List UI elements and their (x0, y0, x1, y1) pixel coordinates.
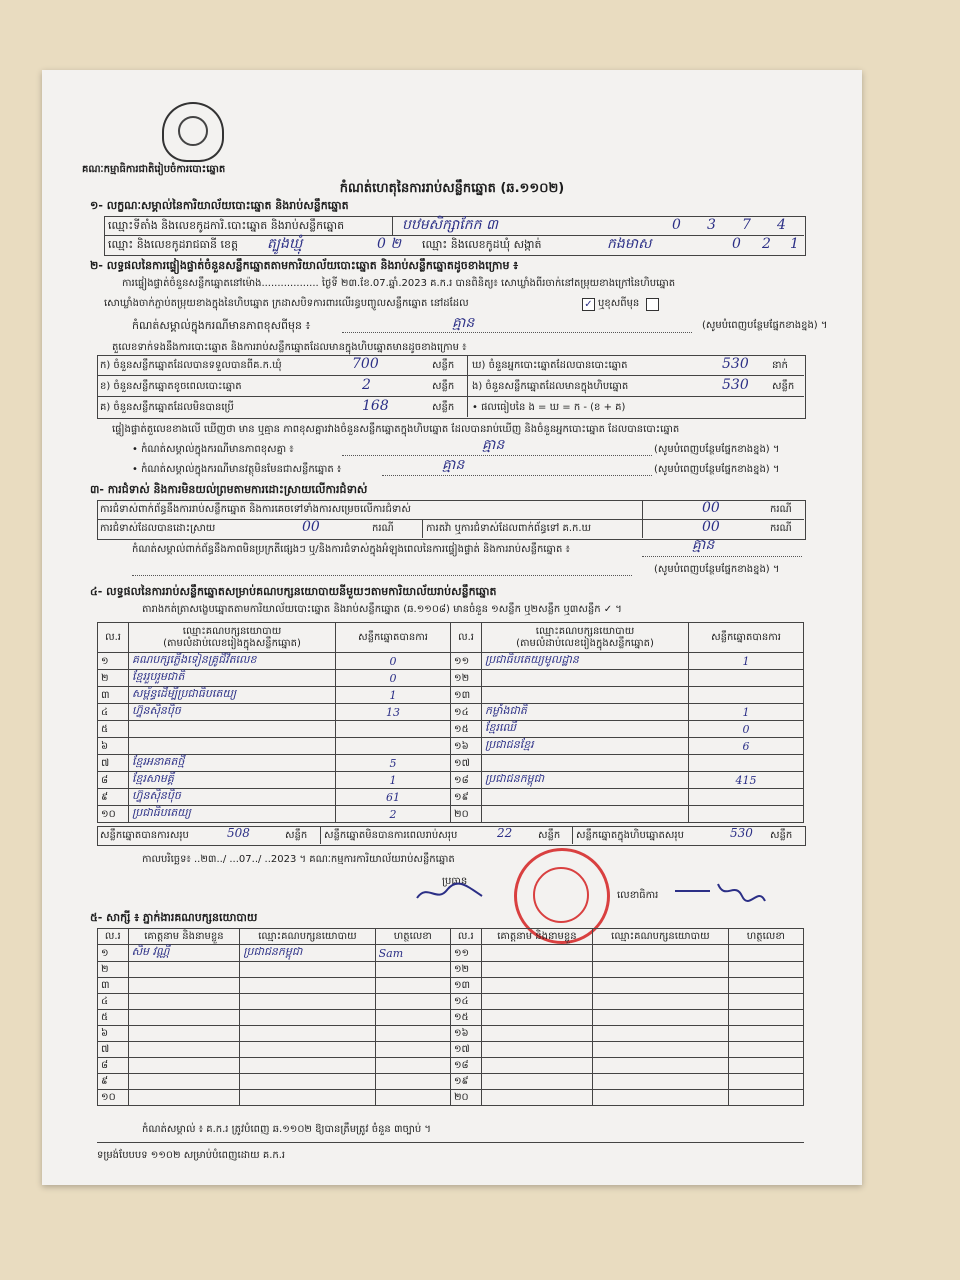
col-votes-right: សន្លឹកឆ្នោតបានការ (689, 623, 804, 653)
row-no: ៧ (98, 1042, 129, 1058)
witness-col-name: គោត្តនាម និងនាមខ្លួន (128, 929, 240, 945)
compare-line: ផ្ទៀងផ្ទាត់តួលេខខាងលើ ឃើញថា មាន ឬគ្មាន ភាពខុសគ្នារវាងចំនួនសន្លឹកឆ្នោតក្នុងហិបឆ្នោត ដែលបានរាប់ឃើញ និងចំនួនអ្នកបោះឆ្នោត ដែលបានបោះឆ្នោត (112, 424, 680, 435)
col-votes: សន្លឹកឆ្នោតបានការ (336, 623, 451, 653)
table-row (98, 653, 804, 670)
inbox-unit: សន្លឹក (772, 381, 795, 392)
row-no: ២០ (450, 1090, 481, 1106)
table-row (98, 978, 804, 994)
table-row (98, 1074, 804, 1090)
unchanged-checkbox[interactable]: ✓ (582, 298, 595, 311)
figures-intro: តួលេខទាក់ទងនឹងការបោះឆ្នោត និងការរាប់សន្លឹកឆ្នោតដែលមានក្នុងហិបឆ្នោតមានដូចខាងក្រោម ៖ (112, 342, 467, 353)
row-no: ១១ (451, 653, 482, 670)
voters-unit: នាក់ (772, 360, 788, 371)
witness-col-no: ល.រ (98, 929, 129, 945)
changed-checkbox[interactable] (646, 298, 659, 311)
col-party (129, 623, 336, 653)
row-no: ១០ (98, 806, 129, 823)
party-votes: 0 (336, 653, 451, 670)
witness-col-name-right: គោត្តនាម និងនាមខ្លួន (481, 929, 593, 945)
formula: • ផលធៀបនៃ ង = ឃ = ក - (ខ + គ) (472, 402, 626, 413)
location-code-2: 3 (707, 217, 716, 233)
row-no: ១២ (451, 670, 482, 687)
chair-label: ប្រធាន (442, 876, 468, 887)
party-name: គណបក្សភ្លើងទៀនគ្រូជីវិតលេខ (129, 653, 336, 670)
col-party-subtitle-right: (តាមលំដាប់លេខរៀងក្នុងសន្លឹកឆ្នោត) (516, 637, 654, 649)
table-row (98, 1090, 804, 1106)
difference-note-value: គ្មាន (482, 437, 505, 453)
document-page (42, 70, 862, 1185)
changed-label: ឬខុសពីមុន (598, 298, 640, 309)
province-label: ឈ្មោះ និងលេខកូដរាជធានី ខេត្ត (108, 238, 238, 251)
chair-signature-icon (412, 878, 492, 908)
party-name: ខ្មែររួបរួមជាតិ (129, 670, 336, 687)
seal-note-value: គ្មាន (452, 315, 475, 331)
inbox-value: 530 (722, 377, 749, 393)
total-invalid-label: សន្លឹកឆ្នោតមិនបានការពេលរាប់សរុប (324, 830, 458, 841)
row-no: ១៨ (450, 1058, 481, 1074)
resolved-value: 00 (302, 519, 320, 535)
row-no: ១៧ (450, 1042, 481, 1058)
witness-table (97, 928, 804, 1106)
objection-value: 00 (702, 500, 720, 516)
row-no: ៩ (98, 1074, 129, 1090)
count-date: កាលបរិច្ឆេទ៖ ..២៣../ ...07../ ..2023 ។ គណៈកម្មការការិយាល័យរាប់សន្លឹកឆ្នោត (142, 854, 455, 865)
col-party-title-right: ឈ្មោះគណបក្សនយោបាយ (535, 625, 635, 637)
party-name (129, 738, 336, 755)
row-no: ៩ (98, 789, 129, 806)
party-votes: 13 (336, 704, 451, 721)
table-row (98, 962, 804, 978)
row-no: ១៩ (450, 1074, 481, 1090)
voters-value: 530 (722, 356, 749, 372)
row-no: ៥ (98, 721, 129, 738)
commune-label: ឈ្មោះ និងលេខកូដឃុំ សង្កាត់ (422, 238, 542, 251)
total-invalid-value: 22 (497, 826, 513, 840)
objection-label: ការជំទាស់ពាក់ព័ន្ធនឹងការរាប់សន្លឹកឆ្នោត និងការគេចទៅទាំងការសម្រេចលើការជំទាស់ (100, 504, 411, 515)
row-no: ១៦ (450, 1026, 481, 1042)
party-votes: 1 (336, 687, 451, 704)
resolved-unit: ករណី (372, 523, 394, 534)
total-valid-label: សន្លឹកឆ្នោតបានការសរុប (100, 830, 189, 841)
province-value: ត្បូងឃ្មុំ (267, 236, 303, 252)
row-no: ២០ (451, 806, 482, 823)
row-no: ៦ (98, 1026, 129, 1042)
party-votes: 1 (336, 772, 451, 789)
party-votes (336, 738, 451, 755)
row-no: ៤ (98, 994, 129, 1010)
row-no: ១៧ (451, 755, 482, 772)
table-row (98, 704, 804, 721)
spoiled-label: ខ) ចំនួនសន្លឹកឆ្នោតខូចពេលបោះឆ្នោត (100, 381, 242, 392)
row-no: ១០ (98, 1090, 129, 1106)
location-code-4: 4 (777, 217, 786, 233)
object-note-label: • កំណត់សម្គាល់ក្នុងករណីមានវត្ថុមិនមែនជាសន្លឹកឆ្នោត ៖ (132, 464, 342, 475)
location-code-3: 7 (742, 217, 751, 233)
row-no: ១១ (450, 945, 481, 962)
table-row (98, 755, 804, 772)
received-value: 700 (352, 356, 379, 372)
objection-unit: ករណី (770, 504, 792, 515)
party-name (482, 789, 689, 806)
section4-heading: ៤- លទ្ធផលនៃការរាប់សន្លឹកឆ្នោតសម្រាប់គណបក្សនយោបាយនីមួយៗតាមការិយាល័យរាប់សន្លឹកឆ្នោត (90, 585, 497, 598)
section3-heading: ៣- ការជំទាស់ និងការមិនយល់ព្រមតាមការដោះស្រាយលើការជំទាស់ (90, 483, 368, 496)
party-name (482, 806, 689, 823)
party-votes: 1 (689, 704, 804, 721)
province-code: 0 ២ (377, 236, 401, 252)
row-no: ១ (98, 653, 129, 670)
spoiled-value: 2 (362, 377, 371, 393)
row-no: ១៥ (450, 1010, 481, 1026)
row-no: ៦ (98, 738, 129, 755)
party-name: ខ្មែរសាមគ្គី (129, 772, 336, 789)
received-label: ក) ចំនួនសន្លឹកឆ្នោតដែលបានទទួលបានពីគ.ក.ឃុំ (100, 360, 282, 371)
row-no: ១៦ (451, 738, 482, 755)
received-unit: សន្លឹក (432, 360, 455, 371)
form-footer: ទម្រង់បែបបទ ១១០២ សម្រាប់បំពេញដោយ គ.ក.រ (97, 1150, 286, 1161)
col-no-right: ល.រ (451, 623, 482, 653)
section1-heading: ១- លក្ខណៈសម្គាល់នៃការិយាល័យបោះឆ្នោត និងរាប់សន្លឹកឆ្នោត (90, 199, 349, 212)
row-no: ២ (98, 670, 129, 687)
party-name: កម្លាំងជាតិ (482, 704, 689, 721)
witness-col-party: ឈ្មោះគណបក្សនយោបាយ (240, 929, 375, 945)
table-row (98, 806, 804, 823)
table-row (98, 772, 804, 789)
results-table (97, 622, 804, 823)
difference-note-label: • កំណត់សម្គាល់ក្នុងករណីមានភាពខុសគ្នា ៖ (132, 444, 294, 455)
party-votes: 61 (336, 789, 451, 806)
party-votes: 6 (689, 738, 804, 755)
witness-signature: Sam (375, 945, 450, 962)
appeal-value: 00 (702, 519, 720, 535)
object-note-value: គ្មាន (442, 457, 465, 473)
party-name: ប្រជាធិបតេយ្យមូលដ្ឋាន (482, 653, 689, 670)
table-row (98, 994, 804, 1010)
location-code-1: 0 (672, 217, 681, 233)
party-name: ប្រជាជនកម្ពុជា (482, 772, 689, 789)
unused-label: គ) ចំនួនសន្លឹកឆ្នោតដែលមិនបានប្រើ (100, 402, 234, 413)
witness-col-sign: ហត្ថលេខា (375, 929, 450, 945)
commune-value: កងមាស (607, 236, 652, 252)
row-no: ១៣ (450, 978, 481, 994)
irregularity-note-hint: (សូមបំពេញបន្ថែមផ្នែកខាងខ្នង) ។ (654, 564, 780, 575)
row-no: ១៤ (451, 704, 482, 721)
col-party-title: ឈ្មោះគណបក្សនយោបាយ (182, 625, 282, 637)
party-votes: 5 (336, 755, 451, 772)
row-no: ១៥ (451, 721, 482, 738)
total-box-label: សន្លឹកឆ្នោតក្នុងហិបឆ្នោតសរុប (576, 830, 684, 841)
party-name: ហ្វ៊ុនស៊ិនប៉ិច (129, 789, 336, 806)
witness-col-sign-right: ហត្ថលេខា (728, 929, 803, 945)
witness-name: សិម វណ្ណី (128, 945, 240, 962)
table-row (98, 1058, 804, 1074)
commune-code-1: 0 (732, 236, 741, 252)
table-row (98, 1042, 804, 1058)
party-name (482, 670, 689, 687)
row-no: ១៤ (450, 994, 481, 1010)
section2-heading: ២- លទ្ធផលនៃការផ្ទៀងផ្ទាត់ចំនួនសន្លឹកឆ្នោតតាមការិយាល័យបោះឆ្នោត និងរាប់សន្លឹកឆ្នោតដូចខាងក្រោម ៖ (90, 259, 519, 272)
party-name: ហ្វ៊ុនស៊ិនប៉ិច (129, 704, 336, 721)
row-no: ១៨ (451, 772, 482, 789)
unused-unit: សន្លឹក (432, 402, 455, 413)
party-votes: 0 (336, 670, 451, 687)
section2-check-line1: ការផ្ទៀងផ្ទាត់ចំនួនសន្លឹកឆ្នោតនៅម៉ោង.................. ថ្ងៃទី ២៣.ខែ.07.ឆ្នាំ.2023 គ.ក.រ បានពិនិត្យ៖ សោឃ្លាំងពីរចាក់នៅតម្រុយខាងក្រៅនៃហិបឆ្នោត (122, 278, 676, 289)
party-votes: 1 (689, 653, 804, 670)
row-no: ៥ (98, 1010, 129, 1026)
commune-code-3: 1 (790, 236, 799, 252)
total-box-value: 530 (730, 826, 753, 840)
party-name (482, 687, 689, 704)
row-no: ៨ (98, 772, 129, 789)
table-row (98, 945, 804, 962)
appeal-label: ការតវ៉ា ឬការជំទាស់ដែលពាក់ព័ន្ធទៅ គ.ក.ឃ (426, 523, 592, 534)
commune-code-2: 2 (762, 236, 771, 252)
location-value: បឋមសិក្សាកែក ៣ (402, 217, 498, 233)
unused-value: 168 (362, 398, 389, 414)
appeal-unit: ករណី (770, 523, 792, 534)
row-no: ២ (98, 962, 129, 978)
table-row (98, 1010, 804, 1026)
party-name: ប្រជាធិបតេយ្យ (129, 806, 336, 823)
inbox-label: ង) ចំនួនសន្លឹកឆ្នោតដែលមានក្នុងហិបឆ្នោត (472, 381, 629, 392)
seal-note-hint: (សូមបំពេញបន្ថែមផ្នែកខាងខ្នង) ។ (702, 320, 828, 331)
table-row (98, 1026, 804, 1042)
party-name (482, 755, 689, 772)
col-no: ល.រ (98, 623, 129, 653)
party-votes: 0 (689, 721, 804, 738)
row-no: ៤ (98, 704, 129, 721)
party-votes (689, 806, 804, 823)
party-votes: 2 (336, 806, 451, 823)
party-votes (689, 789, 804, 806)
spoiled-unit: សន្លឹក (432, 381, 455, 392)
page-title: កំណត់ហេតុនៃការរាប់សន្លឹកឆ្នោត (ឆ.១១០២) (339, 181, 565, 196)
row-no: ១៣ (451, 687, 482, 704)
irregularity-note-label: កំណត់សម្គាល់ពាក់ព័ន្ធនឹងភាពមិនប្រក្រតីផ្សេងៗ ឬ/និងការជំទាស់ក្នុងអំឡុងពេលនៃការផ្ទៀងផ្ទាត់ និងការរាប់សន្លឹកឆ្នោត ៖ (132, 544, 570, 555)
table-row (98, 670, 804, 687)
row-no: ១២ (450, 962, 481, 978)
party-votes (689, 755, 804, 772)
row-no: ៣ (98, 687, 129, 704)
section5-heading: ៥- សាក្សី ៖ ភ្នាក់ងារគណបក្សនយោបាយ (90, 911, 258, 924)
table-row (98, 687, 804, 704)
seal-note-label: កំណត់សម្គាល់ក្នុងករណីមានភាពខុសពីមុន ៖ (132, 319, 311, 332)
section2-check-line2: សោឃ្លាំងចាក់ភ្ជាប់តម្រុយខាងក្នុងនៃហិបឆ្នោត ក្រដាសបិទការពារលើរន្ធបញ្ចូលសន្លឹកឆ្នោត នៅដដែល (104, 298, 469, 309)
row-no: ៧ (98, 755, 129, 772)
witness-col-no-right: ល.រ (450, 929, 481, 945)
witness-party: ប្រជាជនកម្ពុជា (240, 945, 375, 962)
table-row (98, 738, 804, 755)
table-row (98, 721, 804, 738)
irregularity-note-value: គ្មាន (692, 537, 715, 553)
difference-note-hint: (សូមបំពេញបន្ថែមផ្នែកខាងខ្នង) ។ (654, 444, 780, 455)
location-label: ឈ្មោះទីតាំង និងលេខកូដការិ.បោះឆ្នោត និងរាប់សន្លឹកឆ្នោត (108, 219, 345, 232)
org-name: គណៈកម្មាធិការជាតិរៀបចំការបោះឆ្នោត (82, 164, 226, 175)
party-name (129, 721, 336, 738)
total-invalid-unit: សន្លឹក (538, 830, 561, 841)
secretary-label: លេខាធិការ (617, 890, 659, 901)
section4-intro: តារាងកត់ត្រាសង្ខេបឆ្នោតតាមការិយាល័យបោះឆ្នោត និងរាប់សន្លឹកឆ្នោត (ឆ.១១០៨) មានចំនួន ១សន្លឹក ឬ២សន្លឹក ឬ៣សន្លឹក ✓ ។ (142, 604, 622, 615)
total-valid-value: 508 (227, 826, 250, 840)
party-name: ប្រជាជនខ្មែរ (482, 738, 689, 755)
object-note-hint: (សូមបំពេញបន្ថែមផ្នែកខាងខ្នង) ។ (654, 464, 780, 475)
party-name: សម្ព័ន្ធដើម្បីប្រជាធិបតេយ្យ (129, 687, 336, 704)
voters-label: ឃ) ចំនួនអ្នកបោះឆ្នោតដែលបានបោះឆ្នោត (472, 360, 628, 371)
row-no: ១ (98, 945, 129, 962)
row-no: ១៩ (451, 789, 482, 806)
total-box-unit: សន្លឹក (770, 830, 793, 841)
row-no: ៨ (98, 1058, 129, 1074)
resolved-label: ការជំទាស់ដែលបានដោះស្រាយ (100, 523, 216, 534)
party-votes (336, 721, 451, 738)
col-party-subtitle: (តាមលំដាប់លេខរៀងក្នុងសន្លឹកឆ្នោត) (163, 637, 301, 649)
emblem-seal-icon (162, 102, 224, 162)
party-votes (689, 687, 804, 704)
party-votes: 415 (689, 772, 804, 789)
party-votes (689, 670, 804, 687)
party-name: ខ្មែរអនាគតថ្មី (129, 755, 336, 772)
col-party-right (482, 623, 689, 653)
secretary-signature-icon (670, 876, 770, 916)
witness-col-party-right: ឈ្មោះគណបក្សនយោបាយ (593, 929, 728, 945)
row-no: ៣ (98, 978, 129, 994)
total-valid-unit: សន្លឹក (285, 830, 308, 841)
party-name: ខ្មែរឈើ (482, 721, 689, 738)
witness-note: កំណត់សម្គាល់ ៖ គ.ក.រ ត្រូវបំពេញ ឆ.១១០២ ឱ្យបានត្រឹមត្រូវ ចំនួន ៣ច្បាប់ ។ (142, 1124, 431, 1135)
table-row (98, 789, 804, 806)
